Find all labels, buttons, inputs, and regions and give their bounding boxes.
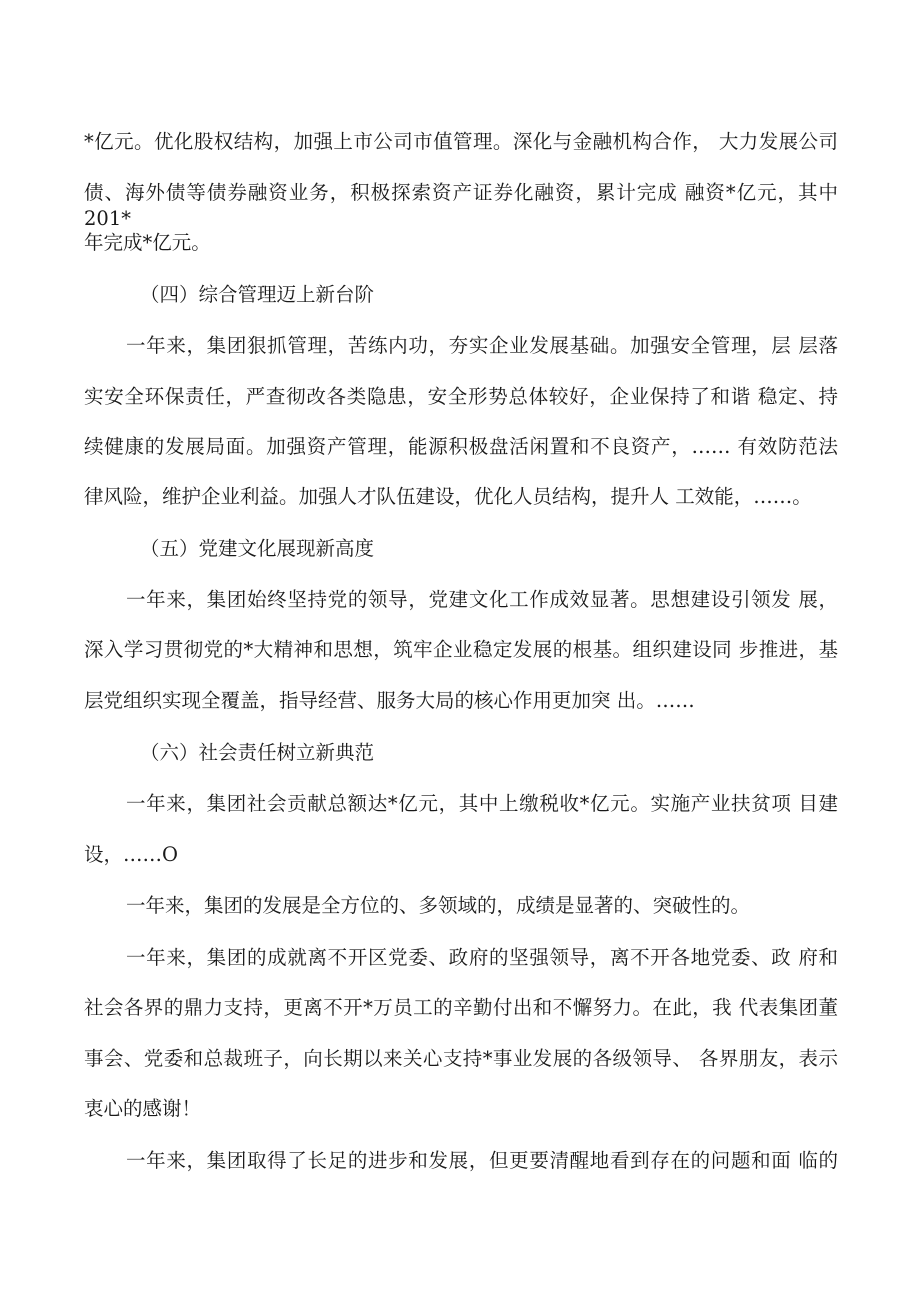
paragraph-line: 一年来，集团的成就离不开区党委、政府的坚强领导，离不开各地党委、政 府和 — [126, 946, 838, 969]
paragraph-line: 律风险，维护企业利益。加强人才队伍建设，优化人员结构，提升人 工效能，……。 — [84, 485, 812, 508]
paragraph-line: 一年来，集团狠抓管理，苦练内功，夯实企业发展基础。加强安全管理，层 层落 — [126, 334, 838, 357]
paragraph-line: 一年来，集团社会贡献总额达*亿元，其中上缴税收*亿元。实施产业扶贫项 目建 — [126, 792, 838, 815]
paragraph-line: 深入学习贯彻党的*大精神和思想，筑牢企业稳定发展的根基。组织建设同 步推进，基 — [84, 638, 838, 661]
section-heading-4: （四）综合管理迈上新台阶 — [140, 283, 375, 306]
paragraph-line: 社会各界的鼎力支持，更离不开*万员工的辛勤付出和不懈努力。在此，我 代表集团董 — [84, 996, 838, 1019]
paragraph-line: 续健康的发展局面。加强资产管理，能源积极盘活闲置和不良资产，…… 有效防范法 — [84, 435, 838, 458]
paragraph-line: 设，……O — [84, 843, 178, 866]
paragraph-line: 年完成*亿元。 — [84, 231, 211, 254]
section-heading-5: （五）党建文化展现新高度 — [140, 537, 375, 560]
paragraph-line: 层党组织实现全覆盖，指导经营、服务大局的核心作用更加突 出。…… — [84, 689, 695, 712]
paragraph-line: 一年来，集团的发展是全方位的、多领域的，成绩是显著的、突破性的。 — [126, 894, 751, 917]
paragraph-line: 一年来，集团取得了长足的进步和发展，但更要清醒地看到存在的问题和面 临的 — [126, 1149, 838, 1172]
paragraph-line: *亿元。优化股权结构，加强上市公司市值管理。深化与金融机构合作， 大力发展公司 — [84, 130, 838, 153]
section-heading-6: （六）社会责任树立新典范 — [140, 741, 375, 764]
paragraph-line: 实安全环保责任，严查彻改各类隐患，安全形势总体较好，企业保持了和谐 稳定、持 — [84, 385, 838, 408]
paragraph-line: 事会、党委和总裁班子，向长期以来关心支持*事业发展的各级领导、 各界朋友，表示 — [84, 1047, 838, 1070]
paragraph-line: 一年来，集团始终坚持党的领导，党建文化工作成效显著。思想建设引领发 展， — [126, 588, 838, 611]
paragraph-line: 债、海外债等债券融资业务，积极探索资产证券化融资，累计完成 融资*亿元，其中201* — [84, 181, 838, 230]
paragraph-line: 衷心的感谢！ — [84, 1097, 202, 1120]
